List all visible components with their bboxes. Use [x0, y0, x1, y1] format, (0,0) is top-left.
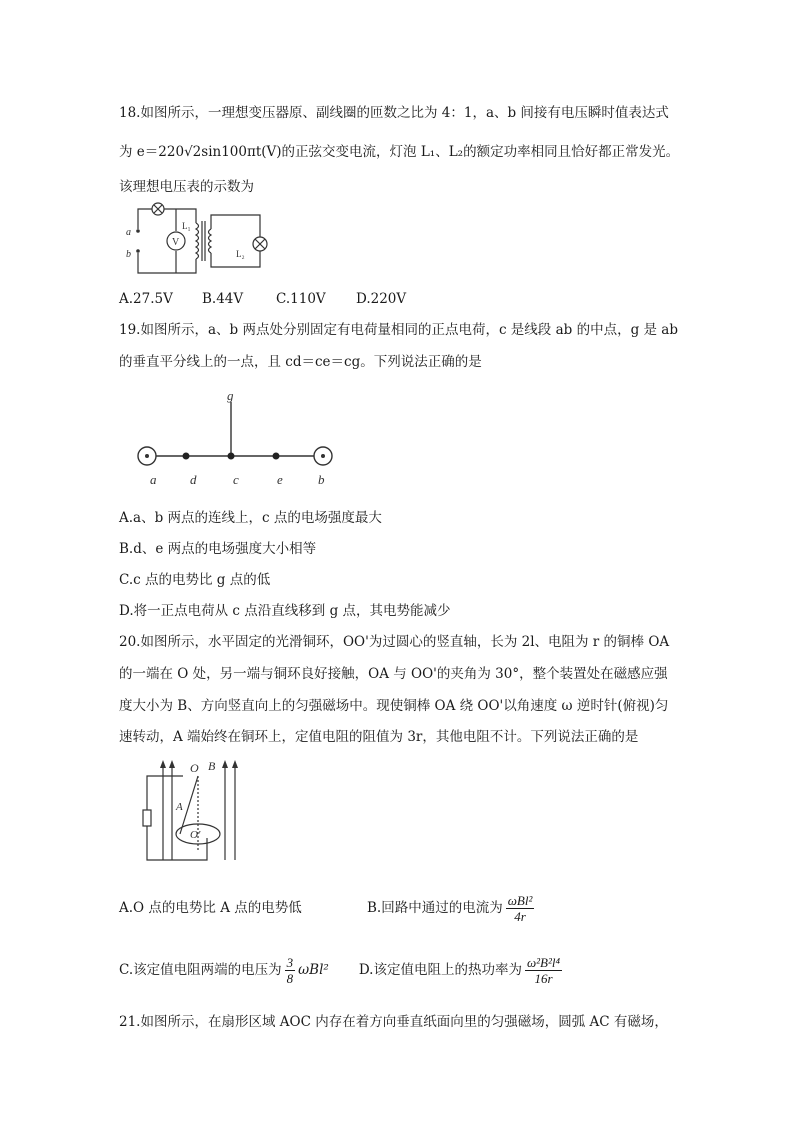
point-g-label: g	[227, 388, 234, 403]
point-o-label: O	[190, 761, 199, 775]
q20-options-row2	[119, 950, 565, 990]
lamp-l1-label: L₁	[182, 221, 191, 231]
q18-stem-line3: 该理想电压表的示数为	[119, 179, 254, 195]
field-b-label: B	[208, 759, 216, 773]
q20-option-c-denominator: 8	[286, 971, 294, 986]
q18-option-b: B.44V	[202, 291, 244, 307]
q20-option-b-fraction	[506, 893, 535, 924]
copper-ring-figure	[135, 758, 255, 868]
q18-option-d: D.220V	[356, 291, 407, 307]
q19-option-d: D.将一正点电荷从 c 点沿直线移到 g 点，其电势能减少	[119, 603, 451, 619]
point-d-label: d	[190, 472, 197, 487]
point-e-label: e	[277, 472, 283, 487]
point-a-label: A	[176, 801, 183, 813]
q20-option-d-fraction	[525, 955, 562, 986]
q20-option-b-denominator: 4r	[514, 909, 526, 924]
q18-option-c: C.110V	[276, 291, 326, 307]
q19-stem-line1: 19.如图所示，a、b 两点处分别固定有电荷量相同的正点电荷，c 是线段 ab 的中点，g 是 ab	[119, 322, 678, 338]
lamp-l2-label: L₂	[236, 249, 245, 259]
q19-option-a: A.a、b 两点的连线上，c 点的电场强度最大	[119, 510, 382, 526]
q18-stem-line2-pre: 为 e＝220	[119, 144, 185, 160]
q19-option-c: C.c 点的电势比 g 点的低	[119, 572, 271, 588]
q20-option-b-pre: B.回路中通过的电流为	[367, 900, 503, 916]
terminal-b-label: b	[126, 249, 131, 260]
q18-stem-line1: 18.如图所示，一理想变压器原、副线圈的匝数之比为 4：1，a、b 间接有电压瞬时值表达式	[119, 105, 669, 121]
point-c-label: c	[233, 472, 239, 487]
q18-option-a: A.27.5V	[119, 291, 173, 307]
sqrt-two: √2	[184, 144, 202, 160]
q20-stem-line4: 速转动，A 端始终在铜环上，定值电阻的阻值为 3r，其他电阻不计。下列说法正确的是	[119, 729, 639, 745]
charges-figure	[130, 388, 340, 488]
q20-option-d-pre: D.该定值电阻上的热功率为	[358, 962, 522, 978]
transformer-circuit-figure	[120, 201, 280, 281]
voltmeter-label: V	[172, 237, 180, 248]
q20-option-c-pre: C.该定值电阻两端的电压为	[119, 962, 282, 978]
terminal-a-label: a	[126, 227, 131, 238]
q21-stem-line1: 21.如图所示，在扇形区域 AOC 内存在着方向垂直纸面向里的匀强磁场，圆弧 AC 有磁场，	[119, 1014, 668, 1030]
q20-option-d-denominator: 16r	[534, 971, 553, 986]
q19-option-b: B.d、e 两点的电场强度大小相等	[119, 541, 317, 557]
point-b-label: b	[318, 472, 325, 487]
q20-option-c-post: ωBl²	[298, 962, 329, 978]
q20-option-b-numerator: ωBl²	[507, 893, 533, 908]
q20-option-c-numerator: 3	[286, 955, 294, 970]
q18-options	[119, 289, 406, 309]
q18-stem-line2	[119, 142, 679, 162]
q20-stem-line1: 20.如图所示，水平固定的光滑铜环，OO'为过圆心的竖直轴，长为 2l、电阻为 r 的铜棒 OA	[119, 634, 670, 650]
q20-options-row1	[119, 888, 537, 928]
q18-stem-line2-post: sin100πt(V)的正弦交变电流，灯泡 L₁、L₂的额定功率相同且恰好都正常发光。	[201, 144, 680, 160]
q20-option-c-fraction	[285, 955, 296, 986]
q20-option-a: A.O 点的电势比 A 点的电势低	[119, 900, 302, 916]
q20-stem-line2: 的一端在 O 处，另一端与铜环良好接触，OA 与 OO'的夹角为 30°，整个装置处在磁感应强	[119, 666, 668, 682]
point-a-label: a	[150, 472, 157, 487]
point-o-prime-label: O'	[190, 829, 201, 841]
q20-option-d-numerator: ω²B²l⁴	[526, 955, 560, 970]
q19-stem-line2: 的垂直平分线上的一点，且 cd＝ce＝cg。下列说法正确的是	[119, 354, 482, 370]
q20-stem-line3: 度大小为 B、方向竖直向上的匀强磁场中。现使铜棒 OA 绕 OO'以角速度 ω 逆时针(俯视)匀	[119, 698, 669, 714]
